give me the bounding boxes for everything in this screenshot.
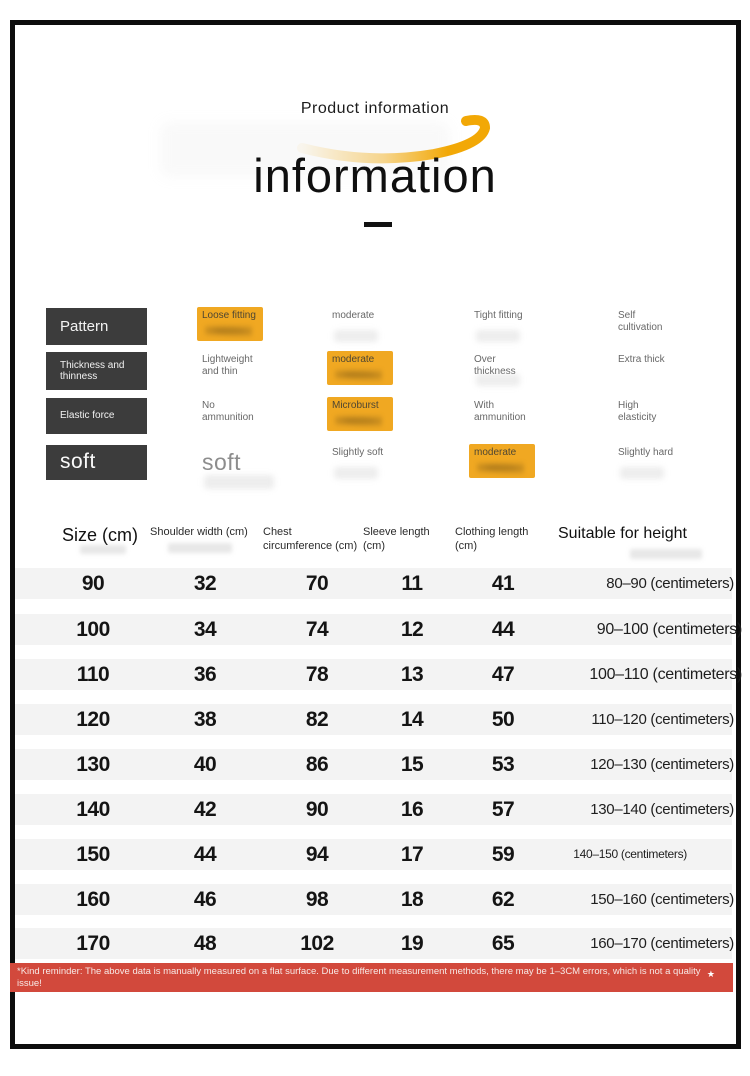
cell-height: 120–130 (centimeters) [590, 756, 734, 773]
cell-chest: 98 [305, 888, 329, 911]
cell-sleeve: 19 [400, 932, 424, 955]
column-header-sleeve-length: Sleeve length (cm) [363, 526, 430, 552]
cell-shoulder: 42 [193, 798, 217, 821]
redacted-blur [80, 545, 126, 554]
cell-sleeve: 13 [400, 663, 424, 686]
table-row [15, 794, 732, 825]
attribute-row-elastic-force [0, 398, 750, 434]
table-row [15, 839, 732, 870]
cell-size: 160 [76, 888, 110, 911]
redacted-blur [630, 549, 702, 559]
column-header-chest-circumference: Chest circumference (cm) [263, 526, 358, 552]
attribute-option-selected: Loose fitting [197, 307, 263, 341]
cell-shoulder: 36 [193, 663, 217, 686]
table-row [15, 704, 732, 735]
attribute-option: Over thickness [474, 354, 530, 378]
attribute-option: High elasticity [618, 400, 657, 423]
cell-chest: 90 [305, 798, 329, 821]
table-row [15, 928, 732, 959]
cell-shoulder: 46 [193, 888, 217, 911]
cell-sleeve: 17 [400, 843, 424, 866]
cell-sleeve: 14 [400, 708, 424, 731]
cell-height: 90–100 (centimeters) [596, 621, 742, 638]
attribute-option: With ammunition [474, 400, 526, 423]
cell-shoulder: 32 [193, 572, 217, 595]
star-icon: ★ [706, 969, 715, 979]
attribute-row-thickness [0, 352, 750, 390]
table-row [15, 749, 732, 780]
attribute-row-softness [0, 445, 750, 480]
attribute-option: Slightly soft [332, 447, 388, 459]
cell-shoulder: 40 [193, 753, 217, 776]
title-underline [364, 222, 392, 227]
cell-length: 65 [491, 932, 515, 955]
cell-sleeve: 15 [400, 753, 424, 776]
cell-chest: 78 [305, 663, 329, 686]
attribute-option: Extra thick [618, 354, 665, 365]
attribute-option: soft [202, 449, 292, 476]
attribute-label-elastic-force: Elastic force [46, 398, 147, 434]
cell-sleeve: 16 [400, 798, 424, 821]
cell-size: 130 [76, 753, 110, 776]
attribute-option-selected: moderate [327, 351, 393, 385]
cell-sleeve: 12 [400, 618, 424, 641]
table-row [15, 659, 742, 690]
cell-height: 140–150 (centimeters) [573, 847, 687, 861]
attribute-option-selected: Microburst [327, 397, 393, 431]
cell-shoulder: 38 [193, 708, 217, 731]
cell-shoulder: 48 [193, 932, 217, 955]
table-row [15, 884, 732, 915]
cell-height: 80–90 (centimeters) [606, 575, 734, 592]
cell-size: 170 [76, 932, 110, 955]
cell-sleeve: 11 [401, 572, 423, 595]
cell-height: 110–120 (centimeters) [591, 711, 734, 728]
cell-height: 150–160 (centimeters) [590, 891, 734, 908]
cell-length: 53 [491, 753, 515, 776]
cell-chest: 74 [305, 618, 329, 641]
table-row [15, 568, 732, 599]
cell-size: 110 [76, 663, 110, 686]
attribute-label-softness: soft [46, 445, 147, 480]
redacted-blur [168, 543, 232, 553]
attribute-label-thickness: Thickness and thinness [46, 352, 147, 390]
cell-size: 150 [76, 843, 110, 866]
attribute-row-pattern [0, 308, 750, 345]
cell-length: 47 [491, 663, 515, 686]
cell-size: 140 [76, 798, 110, 821]
cell-length: 50 [491, 708, 515, 731]
attribute-option: Lightweight and thin [202, 354, 253, 377]
reminder-text: *Kind reminder: The above data is manually measured on a flat surface. Due to different measurement methods, there may be 1–3CM errors, which is not a quality issue! [17, 966, 701, 989]
column-header-suitable-height: Suitable for height [558, 525, 687, 542]
cell-sleeve: 18 [400, 888, 424, 911]
product-info-subtitle: Product information [300, 100, 450, 117]
cell-chest: 102 [300, 932, 334, 955]
column-header-size: Size (cm) [62, 525, 138, 545]
cell-height: 130–140 (centimeters) [590, 801, 734, 818]
cell-shoulder: 44 [193, 843, 217, 866]
cell-size: 100 [76, 618, 110, 641]
attribute-option: Slightly hard [618, 447, 674, 458]
page-title: information [253, 149, 497, 202]
attribute-label-pattern: Pattern [46, 308, 147, 345]
attribute-option: No ammunition [202, 400, 254, 423]
cell-length: 59 [491, 843, 515, 866]
attribute-option: Tight fitting [474, 310, 530, 322]
cell-length: 44 [491, 618, 515, 641]
cell-height: 100–110 (centimeters) [589, 666, 742, 683]
cell-length: 57 [491, 798, 515, 821]
column-header-clothing-length: Clothing length (cm) [455, 526, 529, 552]
attribute-option: moderate [332, 310, 388, 322]
cell-chest: 70 [305, 572, 329, 595]
column-header-shoulder-width: Shoulder width (cm) [150, 526, 248, 538]
cell-length: 41 [491, 572, 515, 595]
table-row [15, 614, 742, 645]
cell-size: 90 [81, 572, 105, 595]
cell-height: 160–170 (centimeters) [590, 935, 734, 952]
kind-reminder-bar [10, 963, 733, 992]
attribute-option-selected: moderate [469, 444, 535, 478]
attribute-option: Self cultivation [618, 310, 663, 333]
cell-chest: 94 [305, 843, 329, 866]
cell-size: 120 [76, 708, 110, 731]
cell-chest: 82 [305, 708, 329, 731]
cell-chest: 86 [305, 753, 329, 776]
cell-shoulder: 34 [193, 618, 217, 641]
cell-length: 62 [491, 888, 515, 911]
